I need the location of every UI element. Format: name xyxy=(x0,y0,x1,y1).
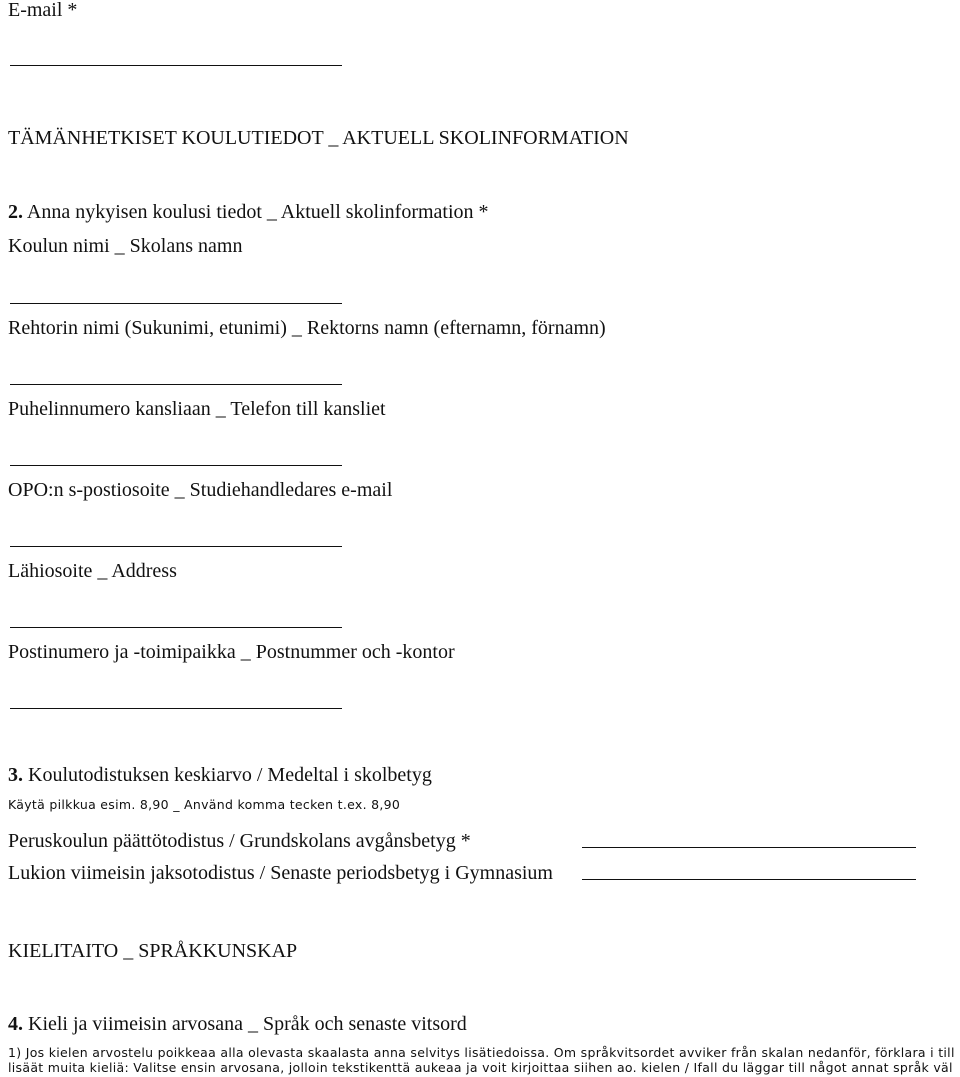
grade-label-comprehensive: Peruskoulun päättötodistus / Grundskolans avgånsbetyg * xyxy=(8,830,471,852)
email-label: E-mail * xyxy=(8,0,78,21)
question-2 xyxy=(8,200,489,224)
language-note-line-1: 1) Jos kielen arvostelu poikkeaa alla olevasta skaalasta anna selvitys lisätiedoissa. Om språkvitsordet avviker från skalan nedanför, förklara i till xyxy=(8,1045,955,1060)
grade-label-upper-secondary: Lukion viimeisin jaksotodistus / Senaste periodsbetyg i Gymnasium xyxy=(8,862,553,884)
question-text: Anna nykyisen koulusi tiedot _ Aktuell skolinformation * xyxy=(26,201,489,223)
question-4 xyxy=(8,1012,467,1036)
grade-format-hint: Käytä pilkkua esim. 8,90 _ Använd komma tecken t.ex. 8,90 xyxy=(8,797,401,812)
email-input-line[interactable] xyxy=(10,65,342,66)
office-phone-input-line[interactable] xyxy=(10,465,342,466)
field-label-office-phone: Puhelinnumero kansliaan _ Telefon till kansliet xyxy=(8,398,386,420)
counselor-email-input-line[interactable] xyxy=(10,546,342,547)
postal-code-input-line[interactable] xyxy=(10,708,342,709)
field-label-counselor-email: OPO:n s-postiosoite _ Studiehandledares e-mail xyxy=(8,479,393,501)
section-heading-language: KIELITAITO _ SPRÅKKUNSKAP xyxy=(8,940,298,962)
field-label-principal-name: Rehtorin nimi (Sukunimi, etunimi) _ Rektorns namn (efternamn, förnamn) xyxy=(8,317,606,339)
question-3 xyxy=(8,763,432,787)
language-note-line-2: lisäät muita kieliä: Valitse ensin arvosana, jolloin tekstikenttä aukeaa ja voit kirjoittaa siihen ao. kielen / Ifall du läggar till något annat språk väl xyxy=(8,1060,953,1075)
field-label-address: Lähiosoite _ Address xyxy=(8,560,177,582)
comprehensive-grade-input-line[interactable] xyxy=(582,847,916,848)
question-number: 3. xyxy=(8,764,23,786)
field-label-school-name: Koulun nimi _ Skolans namn xyxy=(8,235,243,257)
question-number: 4. xyxy=(8,1013,23,1035)
question-text: Kieli ja viimeisin arvosana _ Språk och senaste vitsord xyxy=(28,1013,467,1035)
upper-secondary-grade-input-line[interactable] xyxy=(582,879,916,880)
question-text: Koulutodistuksen keskiarvo / Medeltal i skolbetyg xyxy=(28,764,432,786)
address-input-line[interactable] xyxy=(10,627,342,628)
section-heading-current-school: TÄMÄNHETKISET KOULUTIEDOT _ AKTUELL SKOLINFORMATION xyxy=(8,127,629,149)
principal-name-input-line[interactable] xyxy=(10,384,342,385)
field-label-postal-code: Postinumero ja -toimipaikka _ Postnummer och -kontor xyxy=(8,641,455,663)
school-name-input-line[interactable] xyxy=(10,303,342,304)
question-number: 2. xyxy=(8,201,23,223)
